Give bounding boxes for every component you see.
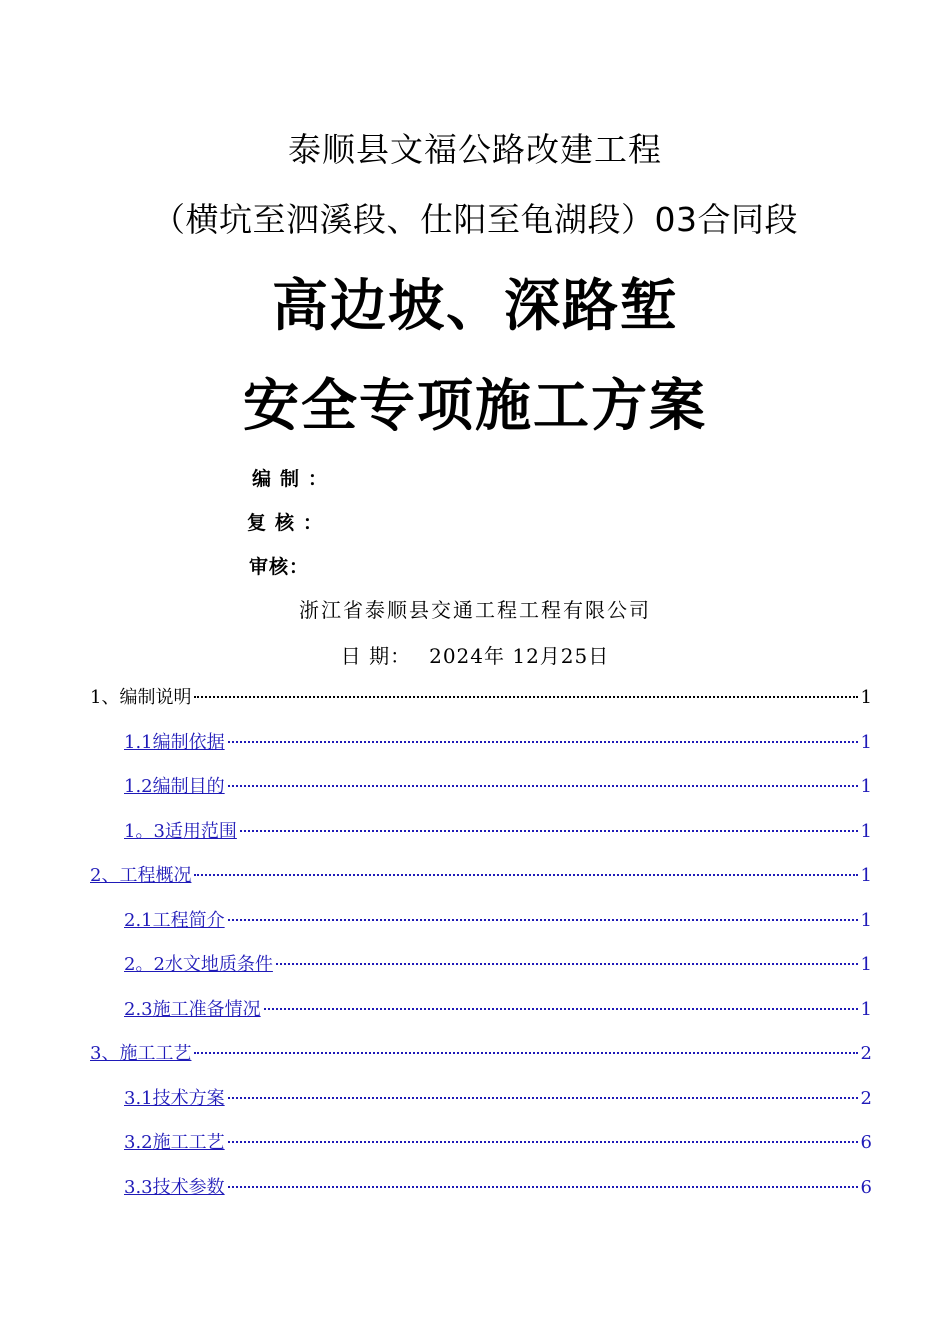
toc-dot-leader [228, 1140, 858, 1143]
toc-dot-leader [228, 784, 858, 787]
toc-entry[interactable] [90, 1039, 872, 1069]
toc-entry[interactable] [124, 728, 872, 758]
toc-entry-title: 2.3施工准备情况 [124, 998, 261, 1020]
toc-entry-title: 3.3技术参数 [124, 1176, 225, 1198]
date-label: 日 期： [340, 644, 412, 668]
toc-entry-title: 2。2水文地质条件 [124, 954, 273, 975]
toc-page-number: 1 [860, 687, 872, 708]
reviewed-by-label: 复核： [247, 512, 332, 534]
toc-entry-title: 1.1编制依据 [124, 731, 225, 753]
company-name: 浙江省泰顺县交通工程工程有限公司 [299, 598, 651, 622]
toc-dot-leader [194, 1051, 857, 1054]
toc-entry-title: 1、编制说明 [90, 687, 192, 708]
toc-dot-leader [264, 1007, 858, 1010]
toc-page-number: 6 [860, 1132, 872, 1153]
toc-dot-leader [240, 829, 858, 832]
document-title-line-1: 高边坡、深路堑 [272, 274, 678, 339]
toc-entry[interactable] [124, 1128, 872, 1158]
toc-entry[interactable] [90, 861, 872, 891]
toc-entry[interactable] [124, 906, 872, 936]
toc-page-number: 1 [860, 909, 872, 931]
toc-entry-title: 2.1工程简介 [124, 909, 225, 931]
toc-entry-title: 2、工程概况 [90, 865, 192, 886]
toc-entry[interactable] [124, 995, 872, 1025]
compiled-by-label: 编制： [252, 468, 337, 490]
toc-entry[interactable] [124, 1084, 872, 1114]
toc-entry[interactable] [124, 772, 872, 802]
toc-dot-leader [228, 1185, 858, 1188]
toc-page-number: 1 [860, 820, 872, 842]
toc-entry-title: 1。3适用范围 [124, 820, 237, 842]
toc-dot-leader [194, 695, 857, 698]
toc-dot-leader [228, 918, 858, 921]
toc-dot-leader [228, 1096, 858, 1099]
toc-dot-leader [194, 873, 857, 876]
toc-entry-title: 1.2编制目的 [124, 776, 225, 797]
document-title-line-2: 安全专项施工方案 [243, 374, 707, 439]
toc-page-number: 6 [860, 1176, 872, 1198]
toc-entry[interactable] [124, 950, 872, 980]
toc-entry [90, 683, 872, 713]
toc-entry-title: 3、施工工艺 [90, 1043, 192, 1064]
toc-dot-leader [276, 962, 858, 965]
toc-entry-title: 3.1技术方案 [124, 1087, 225, 1109]
audited-by-label: 审核： [249, 556, 310, 578]
project-name-line-1: 泰顺县文福公路改建工程 [288, 130, 662, 169]
toc-entry-title: 3.2施工工艺 [124, 1132, 225, 1153]
project-name-line-2: （横坑至泗溪段、仕阳至龟湖段）03合同段 [152, 200, 798, 239]
toc-page-number: 1 [860, 954, 872, 975]
toc-entry[interactable] [124, 1173, 872, 1203]
toc-page-number: 1 [860, 998, 872, 1020]
toc-dot-leader [228, 740, 858, 743]
toc-page-number: 1 [860, 776, 872, 797]
toc-page-number: 1 [860, 865, 872, 886]
document-date [0, 642, 950, 670]
date-value: 2024年 12月25日 [429, 644, 610, 668]
toc-page-number: 2 [860, 1043, 872, 1064]
toc-page-number: 1 [860, 731, 872, 753]
toc-entry[interactable] [124, 817, 872, 847]
toc-page-number: 2 [860, 1087, 872, 1109]
